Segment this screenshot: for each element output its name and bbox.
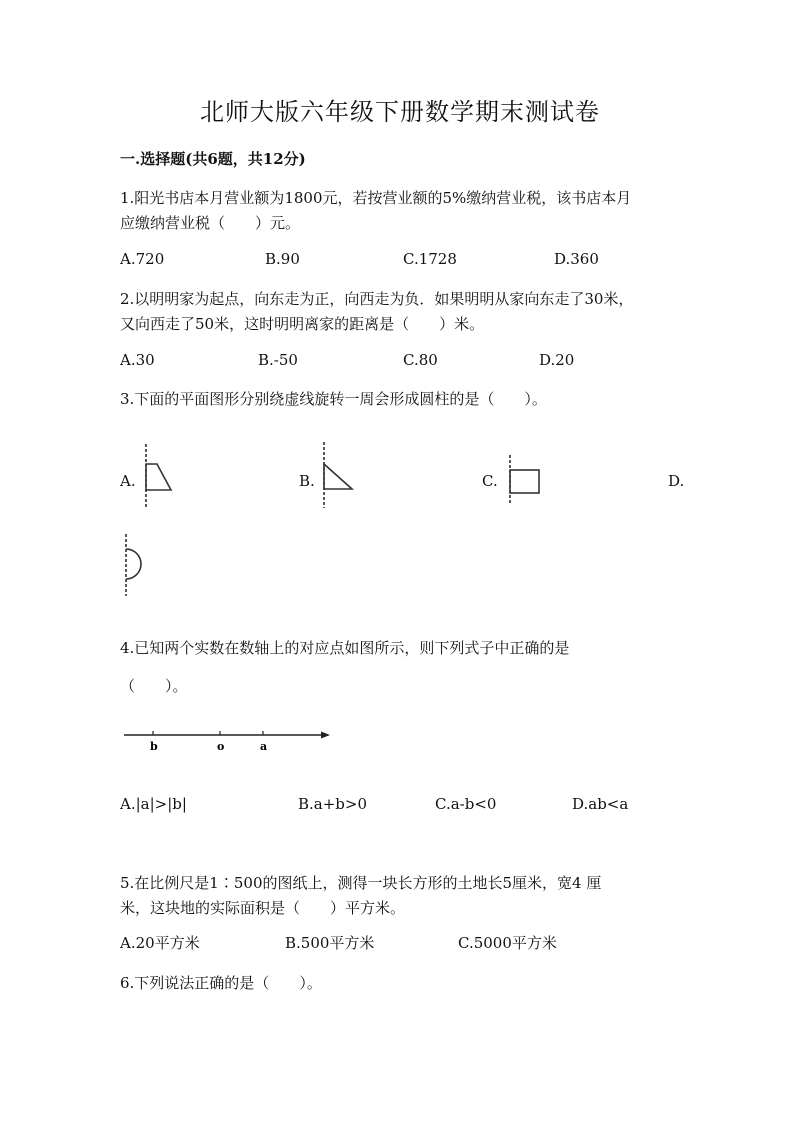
q3-option-d: D. bbox=[668, 472, 685, 490]
q5-option-c: C.5000平方米 bbox=[458, 934, 557, 952]
q3-option-b: B. bbox=[299, 472, 315, 490]
question-1-line-1: 1.阳光书店本月营业额为1800元，若按营业额的5%缴纳营业税，该书店本月 bbox=[120, 189, 632, 207]
q2-option-b: B.-50 bbox=[258, 351, 298, 369]
q2-option-c: C.80 bbox=[403, 351, 438, 369]
q4-option-d: D.ab<a bbox=[572, 795, 629, 813]
question-4-line-2: （ ）。 bbox=[120, 677, 188, 695]
question-2-text bbox=[120, 287, 633, 337]
q1-option-c: C.1728 bbox=[403, 250, 457, 268]
axis-label-o: o bbox=[217, 740, 225, 753]
q1-option-d: D.360 bbox=[554, 250, 599, 268]
question-5-line-1: 5.在比例尺是1∶500的图纸上，测得一块长方形的土地长5厘米，宽4 厘 bbox=[120, 874, 602, 892]
q3-option-a: A. bbox=[120, 472, 136, 490]
axis-label-a: a bbox=[260, 740, 268, 753]
q3-figure-d-semicircle bbox=[118, 534, 158, 596]
q4-option-a: A.|a|>|b| bbox=[120, 795, 187, 813]
question-3-text: 3.下面的平面图形分别绕虚线旋转一周会形成圆柱的是（ ）。 bbox=[120, 390, 547, 408]
question-6-text: 6.下列说法正确的是（ ）。 bbox=[120, 974, 322, 992]
question-2-line-1: 2.以明明家为起点，向东走为正，向西走为负．如果明明从家向东走了30米， bbox=[120, 290, 634, 308]
q2-option-a: A.30 bbox=[120, 351, 155, 369]
question-5-text bbox=[120, 871, 601, 921]
q2-option-d: D.20 bbox=[539, 351, 575, 369]
q5-option-a: A.20平方米 bbox=[120, 934, 200, 952]
question-1-text bbox=[120, 186, 631, 236]
q1-option-a: A.720 bbox=[120, 250, 165, 268]
question-4-line-1: 4.已知两个实数在数轴上的对应点如图所示，则下列式子中正确的是 bbox=[120, 639, 570, 657]
q4-option-c: C.a-b<0 bbox=[435, 795, 497, 813]
page-title: 北师大版六年级下册数学期末测试卷 bbox=[200, 98, 600, 126]
axis-label-b: b bbox=[150, 740, 158, 753]
q3-option-c: C. bbox=[482, 472, 498, 490]
question-1-line-2: 应缴纳营业税（ ）元。 bbox=[120, 214, 301, 232]
question-4-text bbox=[120, 636, 569, 699]
q4-option-b: B.a+b>0 bbox=[298, 795, 368, 813]
q5-option-b: B.500平方米 bbox=[285, 934, 375, 952]
question-5-line-2: 米，这块地的实际面积是（ ）平方米。 bbox=[120, 899, 406, 917]
q3-figure-a-trapezoid bbox=[138, 444, 178, 508]
question-2-line-2: 又向西走了50米，这时明明离家的距离是（ ）米。 bbox=[120, 315, 485, 333]
q3-figure-c-rectangle bbox=[502, 455, 546, 505]
number-line bbox=[124, 726, 334, 756]
q3-figure-b-triangle bbox=[316, 442, 358, 508]
section-heading: 一.选择题(共6题，共12分) bbox=[120, 150, 306, 168]
q1-option-b: B.90 bbox=[265, 250, 300, 268]
